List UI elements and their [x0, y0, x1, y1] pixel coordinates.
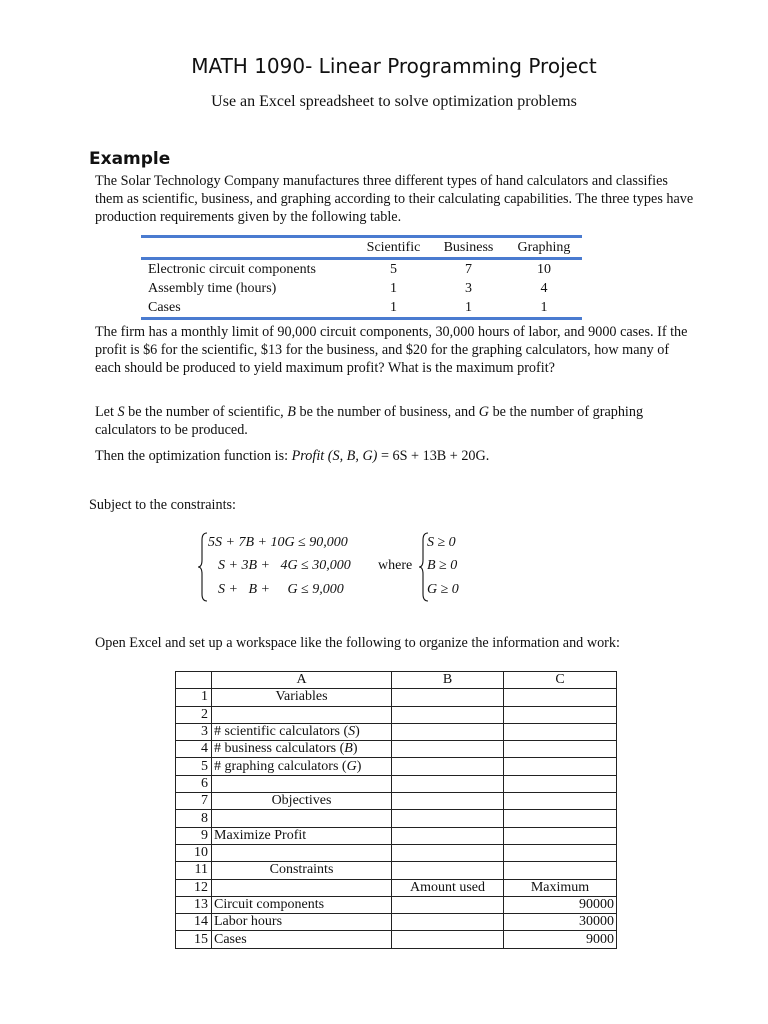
cell-a [212, 844, 392, 861]
requirements-cell: Electronic circuit components [148, 261, 316, 277]
row-number: 14 [176, 914, 212, 931]
cell-c: 90000 [504, 896, 617, 913]
optimization-func: Profit [291, 448, 325, 464]
optimization-rhs: = 6S + 13B + 20G. [377, 448, 490, 464]
cell-a: Labor hours [212, 914, 392, 931]
cell-a [212, 810, 392, 827]
requirements-row [141, 259, 582, 280]
table-row [176, 689, 617, 706]
cell-a [212, 775, 392, 792]
optimization-function [95, 447, 695, 465]
subject-to-label: Subject to the constraints: [89, 497, 236, 513]
cell-b [392, 741, 504, 758]
cell-c [504, 810, 617, 827]
table-row [176, 810, 617, 827]
requirements-header-row [141, 237, 582, 259]
table-row [176, 706, 617, 723]
requirements-header-scientific: Scientific [356, 237, 431, 259]
cell-c [504, 723, 617, 740]
where-label: where [378, 558, 413, 573]
table-row [176, 723, 617, 740]
constraint-line: S + 3B + 4G ≤ 30,000 [218, 558, 351, 573]
cell-b [392, 758, 504, 775]
row-number: 13 [176, 896, 212, 913]
table-row [176, 827, 617, 844]
page-subtitle: Use an Excel spreadsheet to solve optimization problems [211, 93, 577, 110]
requirements-row [141, 298, 582, 319]
table-row [176, 879, 617, 896]
requirements-cell: 5 [390, 261, 397, 277]
variables-text: Let [95, 404, 118, 420]
cell-c: 30000 [504, 914, 617, 931]
cell-b [392, 723, 504, 740]
cell-c [504, 844, 617, 861]
cell-b [392, 844, 504, 861]
cell-a: Variables [212, 689, 392, 706]
cell-c [504, 775, 617, 792]
row-number: 7 [176, 793, 212, 810]
intro-paragraph: The Solar Technology Company manufactures three different types of hand calculators and classifies them as scientific, business, and graphing according to their calculating capabilities. The three types have production requirements given by the following table. [95, 173, 694, 226]
cell-b [392, 689, 504, 706]
cell-a: Circuit components [212, 896, 392, 913]
requirements-header-business: Business [431, 237, 506, 259]
nonneg-line: B ≥ 0 [427, 558, 458, 573]
cell-b [392, 896, 504, 913]
row-number: 15 [176, 931, 212, 948]
cell-b [392, 775, 504, 792]
optimization-args: (S, B, G) [327, 448, 378, 464]
cell-c [504, 827, 617, 844]
limits-paragraph: The firm has a monthly limit of 90,000 circuit components, 30,000 hours of labor, and 9000 cases. If the profit is $6 for the scientific, $13 for the business, and $20 for the graphing calculators, how many of each should be produced to yield maximum profit? What is the maximum profit? [95, 324, 688, 377]
column-header-a: A [212, 672, 392, 689]
cell-a: # graphing calculators (G) [212, 758, 392, 775]
cell-a: Maximize Profit [212, 827, 392, 844]
cell-c: Maximum [504, 879, 617, 896]
row-number: 10 [176, 844, 212, 861]
table-row [176, 775, 617, 792]
requirements-cell: 4 [540, 280, 548, 296]
requirements-cell: 1 [506, 298, 582, 319]
cell-a [212, 706, 392, 723]
cell-b [392, 827, 504, 844]
row-number: 1 [176, 689, 212, 706]
table-row [176, 896, 617, 913]
variables-text: be the number of graphing calculators to be produced. [95, 404, 644, 439]
cell-b [392, 810, 504, 827]
variables-text: be the number of business, and [295, 404, 479, 420]
cell-b [392, 914, 504, 931]
requirements-header-graphing: Graphing [506, 237, 582, 259]
constraint-line: S + B + G ≤ 9,000 [218, 582, 344, 597]
cell-b [392, 862, 504, 879]
table-row [176, 862, 617, 879]
variable-g: G [478, 404, 490, 420]
requirements-cell: 1 [431, 298, 506, 319]
variables-paragraph [95, 403, 695, 439]
cell-c [504, 689, 617, 706]
requirements-table [141, 235, 582, 320]
table-row [176, 844, 617, 861]
row-number: 12 [176, 879, 212, 896]
row-number: 2 [176, 706, 212, 723]
cell-a: # business calculators (B) [212, 741, 392, 758]
row-number: 9 [176, 827, 212, 844]
cell-b [392, 931, 504, 948]
requirements-cell: 1 [390, 280, 397, 296]
cell-a: Objectives [212, 793, 392, 810]
table-row [176, 914, 617, 931]
section-heading-example: Example [89, 149, 171, 169]
requirements-cell: 10 [537, 261, 551, 277]
column-header-row [176, 672, 617, 689]
cell-c: 9000 [504, 931, 617, 948]
cell-c [504, 793, 617, 810]
row-number: 3 [176, 723, 212, 740]
cell-c [504, 758, 617, 775]
row-number: 5 [176, 758, 212, 775]
requirements-header-blank [141, 237, 356, 259]
cell-c [504, 862, 617, 879]
requirements-cell: 7 [465, 261, 472, 277]
row-number: 4 [176, 741, 212, 758]
cell-c [504, 741, 617, 758]
cell-a: Constraints [212, 862, 392, 879]
cell-b: Amount used [392, 879, 504, 896]
cell-a: Cases [212, 931, 392, 948]
variable-b: B [287, 404, 296, 420]
cell-b [392, 793, 504, 810]
page-title: MATH 1090- Linear Programming Project [191, 54, 597, 78]
constraint-line: 5S + 7B + 10G ≤ 90,000 [208, 535, 348, 550]
corner-cell [176, 672, 212, 689]
nonneg-line: S ≥ 0 [427, 535, 456, 550]
table-row [176, 793, 617, 810]
row-number: 6 [176, 775, 212, 792]
variables-text: be the number of scientific, [124, 404, 288, 420]
cell-c [504, 706, 617, 723]
column-header-b: B [392, 672, 504, 689]
requirements-cell: 1 [356, 298, 431, 319]
table-row [176, 931, 617, 948]
row-number: 11 [176, 862, 212, 879]
optimization-prefix: Then the optimization function is: [95, 448, 292, 464]
spreadsheet-grid [175, 671, 617, 949]
column-header-c: C [504, 672, 617, 689]
requirements-cell: Cases [141, 298, 356, 319]
nonneg-line: G ≥ 0 [427, 582, 459, 597]
variable-s: S [117, 404, 125, 420]
cell-b [392, 706, 504, 723]
table-row [176, 758, 617, 775]
table-row [176, 741, 617, 758]
requirements-row [141, 279, 582, 298]
requirements-cell: Assembly time (hours) [148, 280, 277, 296]
constraint-system [196, 530, 476, 604]
cell-a: # scientific calculators (S) [212, 723, 392, 740]
cell-a [212, 879, 392, 896]
row-number: 8 [176, 810, 212, 827]
open-excel-instruction: Open Excel and set up a workspace like the following to organize the information and work: [95, 635, 620, 651]
requirements-cell: 3 [465, 280, 472, 296]
